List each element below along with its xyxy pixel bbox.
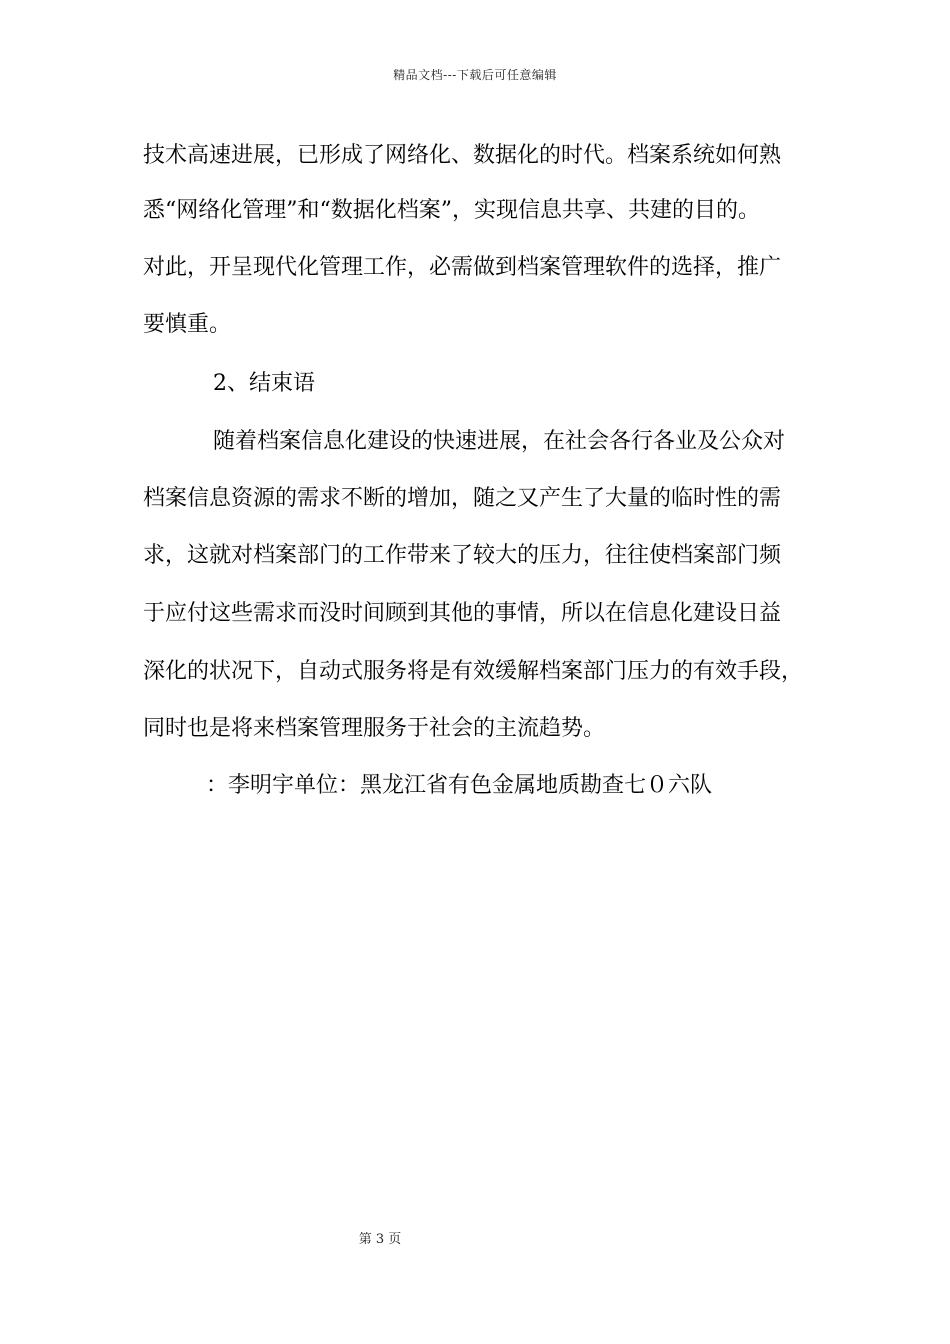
paragraph-line: 于应付这些需求而没时间顾到其他的事情，所以在信息化建设日益 (143, 601, 782, 626)
page-header: 精品文档---下载后可任意编辑 (393, 68, 557, 82)
paragraph-line: 档案信息资源的需求不断的增加，随之又产生了大量的临时性的需 (143, 486, 782, 511)
paragraph-line: 技术高速进展，已形成了网络化、数据化的时代。档案系统如何熟 (143, 143, 782, 168)
paragraph-line: 同时也是将来档案管理服务于社会的主流趋势。 (143, 716, 606, 741)
paragraph-line: 要慎重。 (143, 312, 232, 337)
paragraph-line: 对此，开呈现代化管理工作，必需做到档案管理软件的选择，推广 (143, 255, 782, 280)
paragraph-line: 深化的状况下，自动式服务将是有效缓解档案部门压力的有效手段， (143, 659, 804, 684)
paragraph-line: 随着档案信息化建设的快速进展，在社会各行各业及公众对 (213, 429, 786, 454)
author-affiliation: ：李明宇单位：黑龙江省有色金属地质勘查七０六队 (206, 773, 713, 798)
section-heading: 2、结束语 (213, 371, 315, 396)
paragraph-line: 求，这就对档案部门的工作带来了较大的压力，往往使档案部门频 (143, 543, 782, 568)
paragraph-line: 悉“网络化管理”和“数据化档案”，实现信息共享、共建的目的。 (143, 198, 760, 223)
page-number: 第 3 页 (358, 1232, 402, 1247)
